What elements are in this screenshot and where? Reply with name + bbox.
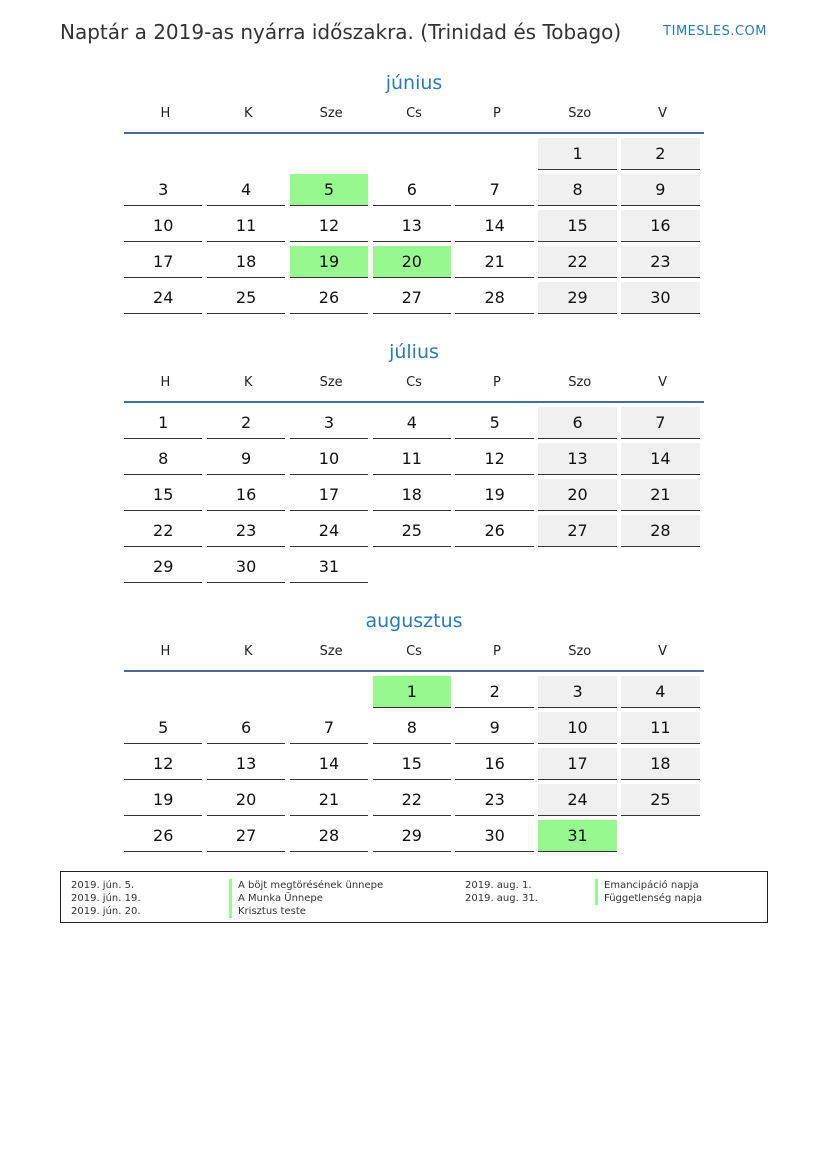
day-cell: 10 (124, 210, 202, 242)
weekday-label: Szo (568, 374, 592, 390)
weekday-label: V (658, 643, 668, 659)
day-cell: 7 (455, 174, 533, 206)
week-row (124, 246, 704, 282)
day-grid (124, 138, 704, 318)
day-cell: 15 (373, 748, 451, 780)
weekday-label: P (492, 374, 501, 390)
week-row (124, 748, 704, 784)
day-cell: 5 (124, 712, 202, 744)
day-cell: 29 (124, 551, 202, 583)
day-cell: 26 (290, 282, 368, 314)
weekend-day-cell: 13 (538, 443, 616, 475)
weekend-day-cell: 2 (621, 138, 699, 170)
legend-holiday-name: Krisztus teste (229, 905, 383, 918)
weekend-day-cell: 1 (538, 138, 616, 170)
week-row (124, 712, 704, 748)
weekend-day-cell: 25 (621, 784, 699, 816)
weekend-day-cell: 4 (621, 676, 699, 708)
day-cell: 26 (124, 820, 202, 852)
weekend-day-cell: 28 (621, 515, 699, 547)
day-cell: 30 (207, 551, 285, 583)
weekend-day-cell: 20 (538, 479, 616, 511)
weekend-day-cell: 7 (621, 407, 699, 439)
day-cell: 13 (373, 210, 451, 242)
month-block (124, 68, 704, 318)
weekend-day-cell: 23 (621, 246, 699, 278)
day-cell: 24 (290, 515, 368, 547)
empty-day-cell (290, 676, 368, 707)
day-cell: 23 (455, 784, 533, 816)
weekend-day-cell: 8 (538, 174, 616, 206)
legend-holiday-name: A böjt megtörésének ünnepe (229, 879, 383, 892)
day-cell: 12 (290, 210, 368, 242)
legend-date: 2019. jún. 5. (71, 880, 135, 891)
weekday-label: Cs (406, 105, 422, 121)
day-cell: 4 (373, 407, 451, 439)
weekend-day-cell: 27 (538, 515, 616, 547)
weekday-label: Szo (568, 643, 592, 659)
legend-date: 2019. jún. 20. (71, 906, 141, 917)
header-divider (124, 132, 704, 134)
empty-day-cell (207, 676, 285, 707)
day-cell: 30 (455, 820, 533, 852)
day-cell: 14 (290, 748, 368, 780)
weekday-label: Szo (568, 105, 592, 121)
empty-day-cell (621, 820, 699, 851)
month-name: június (385, 72, 443, 94)
day-cell: 11 (207, 210, 285, 242)
day-cell: 4 (207, 174, 285, 206)
weekday-label: Cs (406, 643, 422, 659)
day-cell: 3 (290, 407, 368, 439)
day-cell: 21 (290, 784, 368, 816)
holiday-day-cell: 5 (290, 174, 368, 206)
day-cell: 20 (207, 784, 285, 816)
weekend-day-cell: 9 (621, 174, 699, 206)
empty-day-cell (621, 551, 699, 582)
day-cell: 5 (455, 407, 533, 439)
weekend-day-cell: 16 (621, 210, 699, 242)
week-row (124, 174, 704, 210)
legend-holiday-name: A Munka Ünnepe (229, 892, 383, 905)
day-cell: 27 (373, 282, 451, 314)
weekend-day-cell: 3 (538, 676, 616, 708)
week-row (124, 282, 704, 318)
day-cell: 9 (207, 443, 285, 475)
day-cell: 22 (124, 515, 202, 547)
legend-date: 2019. aug. 31. (465, 893, 538, 904)
week-row (124, 784, 704, 820)
holiday-day-cell: 1 (373, 676, 451, 708)
legend-dates-left (71, 879, 141, 918)
day-cell: 13 (207, 748, 285, 780)
day-cell: 8 (124, 443, 202, 475)
week-row (124, 210, 704, 246)
week-row (124, 820, 704, 856)
day-cell: 6 (373, 174, 451, 206)
holiday-day-cell: 19 (290, 246, 368, 278)
page-title: Naptár a 2019-as nyárra időszakra. (Trinidad és Tobago) (60, 20, 622, 44)
header-divider (124, 401, 704, 403)
week-row (124, 138, 704, 174)
day-cell: 23 (207, 515, 285, 547)
week-row (124, 676, 704, 712)
day-cell: 14 (455, 210, 533, 242)
day-cell: 6 (207, 712, 285, 744)
empty-day-cell (124, 138, 202, 169)
holiday-day-cell: 20 (373, 246, 451, 278)
holiday-legend (60, 871, 768, 923)
empty-day-cell (455, 138, 533, 169)
weekend-day-cell: 6 (538, 407, 616, 439)
day-cell: 16 (455, 748, 533, 780)
legend-date: 2019. aug. 1. (465, 880, 532, 891)
day-cell: 25 (373, 515, 451, 547)
day-cell: 2 (207, 407, 285, 439)
weekend-day-cell: 22 (538, 246, 616, 278)
legend-dates-right (465, 879, 538, 905)
weekday-header (124, 367, 704, 397)
day-cell: 8 (373, 712, 451, 744)
day-cell: 2 (455, 676, 533, 708)
week-row (124, 479, 704, 515)
weekend-day-cell: 24 (538, 784, 616, 816)
weekday-label: V (658, 105, 668, 121)
day-cell: 19 (455, 479, 533, 511)
legend-date: 2019. jún. 19. (71, 893, 141, 904)
weekend-day-cell: 30 (621, 282, 699, 314)
day-cell: 15 (124, 479, 202, 511)
empty-day-cell (373, 138, 451, 169)
empty-day-cell (373, 551, 451, 582)
day-cell: 16 (207, 479, 285, 511)
weekday-label: Sze (319, 105, 343, 121)
day-cell: 7 (290, 712, 368, 744)
day-cell: 18 (373, 479, 451, 511)
weekday-label: V (658, 374, 668, 390)
weekend-day-cell: 18 (621, 748, 699, 780)
weekday-label: K (244, 374, 253, 390)
legend-holiday-name: Emancipáció napja (595, 879, 702, 892)
day-cell: 3 (124, 174, 202, 206)
month-block (124, 337, 704, 587)
day-cell: 21 (455, 246, 533, 278)
weekday-label: P (492, 643, 501, 659)
week-row (124, 407, 704, 443)
month-name: augusztus (365, 610, 463, 632)
weekend-day-cell: 10 (538, 712, 616, 744)
weekday-label: H (160, 643, 171, 659)
day-cell: 28 (290, 820, 368, 852)
day-grid (124, 676, 704, 856)
brand-link[interactable]: TIMESLES.COM (663, 24, 767, 39)
day-cell: 22 (373, 784, 451, 816)
weekday-label: K (244, 643, 253, 659)
legend-holiday-name: Függetlenség napja (595, 892, 702, 905)
week-row (124, 515, 704, 551)
day-cell: 17 (290, 479, 368, 511)
month-name: július (389, 341, 439, 363)
day-cell: 12 (124, 748, 202, 780)
weekday-label: H (160, 105, 171, 121)
day-cell: 9 (455, 712, 533, 744)
week-row (124, 551, 704, 587)
weekday-label: Sze (319, 374, 343, 390)
weekend-day-cell: 21 (621, 479, 699, 511)
weekday-label: H (160, 374, 171, 390)
day-cell: 17 (124, 246, 202, 278)
legend-names-right (595, 879, 702, 905)
weekday-label: Sze (319, 643, 343, 659)
day-cell: 1 (124, 407, 202, 439)
empty-day-cell (455, 551, 533, 582)
day-cell: 29 (373, 820, 451, 852)
weekday-header (124, 98, 704, 128)
day-cell: 11 (373, 443, 451, 475)
day-cell: 25 (207, 282, 285, 314)
weekday-header (124, 636, 704, 666)
weekday-label: Cs (406, 374, 422, 390)
empty-day-cell (290, 138, 368, 169)
empty-day-cell (124, 676, 202, 707)
weekday-label: P (492, 105, 501, 121)
day-cell: 27 (207, 820, 285, 852)
weekend-day-cell: 17 (538, 748, 616, 780)
day-cell: 28 (455, 282, 533, 314)
day-cell: 18 (207, 246, 285, 278)
legend-names-left (229, 879, 383, 918)
day-cell: 26 (455, 515, 533, 547)
empty-day-cell (538, 551, 616, 582)
day-grid (124, 407, 704, 587)
week-row (124, 443, 704, 479)
day-cell: 24 (124, 282, 202, 314)
weekend-day-cell: 11 (621, 712, 699, 744)
day-cell: 19 (124, 784, 202, 816)
day-cell: 10 (290, 443, 368, 475)
month-block (124, 606, 704, 856)
day-cell: 12 (455, 443, 533, 475)
weekend-day-cell: 14 (621, 443, 699, 475)
header-divider (124, 670, 704, 672)
day-cell: 31 (290, 551, 368, 583)
weekend-day-cell: 29 (538, 282, 616, 314)
weekday-label: K (244, 105, 253, 121)
weekend-day-cell: 15 (538, 210, 616, 242)
holiday-day-cell: 31 (538, 820, 616, 852)
empty-day-cell (207, 138, 285, 169)
